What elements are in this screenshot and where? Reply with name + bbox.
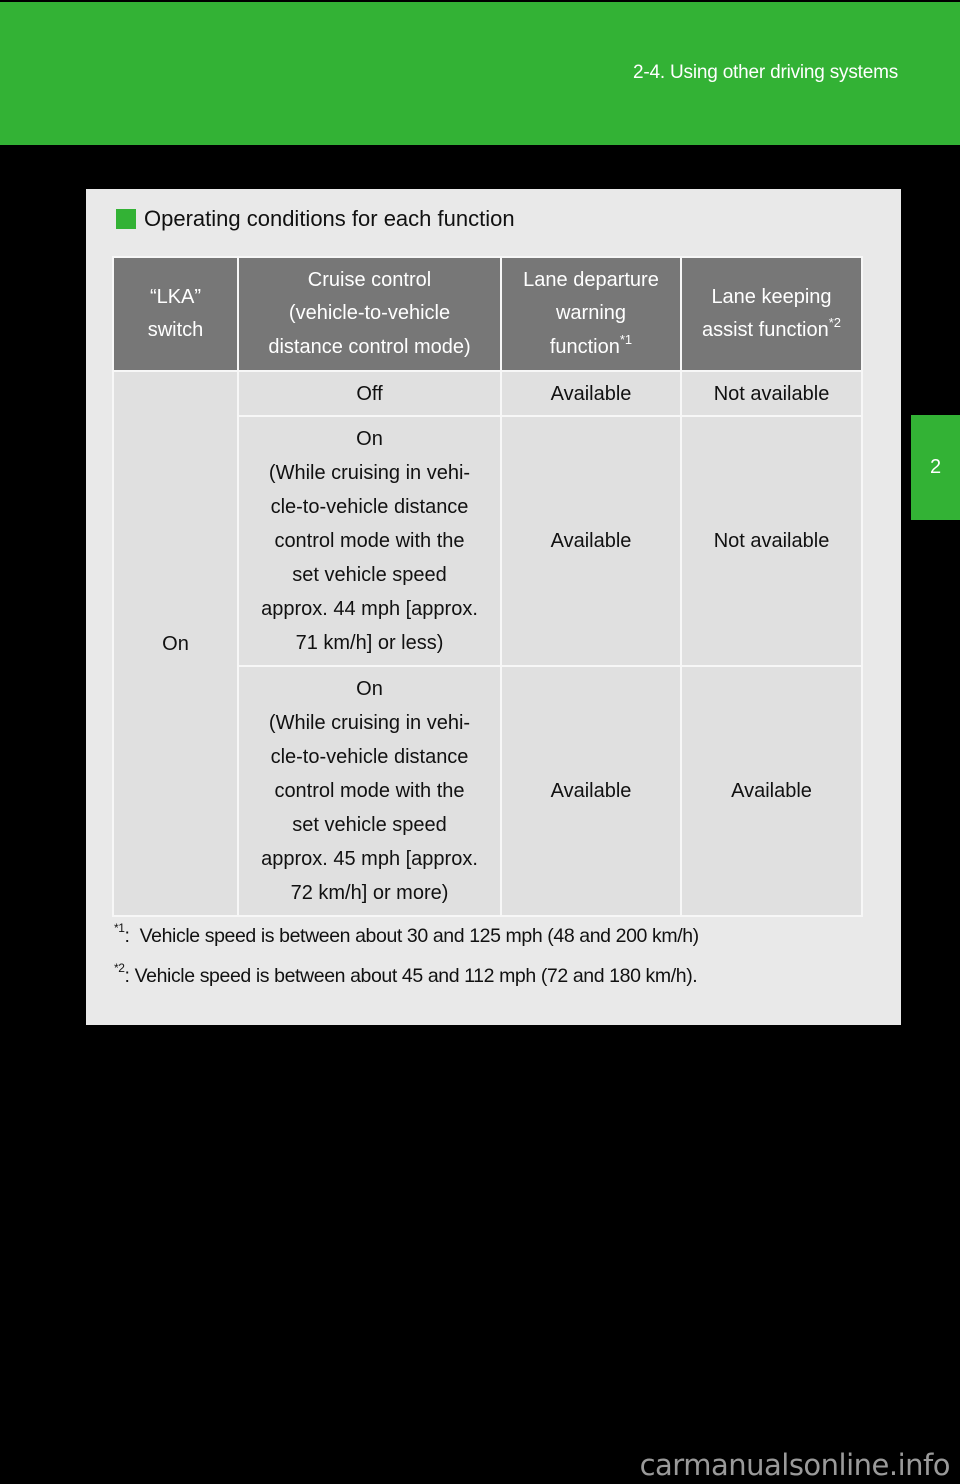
lane-keeping-cell: Not available: [681, 416, 862, 666]
watermark: carmanualsonline.info: [639, 1448, 950, 1482]
footnote-1: $^{*1}$: Vehicle speed is between about 30 and 125 mph (48 and 200 km/h): [114, 921, 699, 947]
chapter-number: 2: [929, 456, 942, 478]
lane-departure-cell: Available: [501, 371, 681, 416]
cruise-control-cell: On (While cruising in vehi- cle-to-vehicle distance control mode with the set vehicle speed approx. 44 mph [approx. 71 km/h] or less): [238, 416, 501, 666]
content-panel: [86, 189, 901, 1025]
footnote-2: $^{*2}$: Vehicle speed is between about 45 and 112 mph (72 and 180 km/h).: [114, 961, 698, 987]
footnote-ref-1: *1: [619, 331, 633, 347]
footnote-ref-2: *2: [828, 315, 842, 330]
operating-conditions-table: [112, 256, 863, 917]
green-square-bullet-icon: [116, 209, 136, 229]
table-header-row: [113, 257, 862, 371]
cruise-control-cell: On (While cruising in vehi- cle-to-vehicle distance control mode with the set vehicle speed approx. 45 mph [approx. 72 km/h] or more): [238, 666, 501, 916]
page-header: [0, 2, 960, 145]
table-row: [113, 371, 862, 416]
section-heading-text: Operating conditions for each function: [144, 206, 515, 231]
section-heading: [116, 206, 515, 232]
chapter-tab: [911, 415, 960, 520]
section-title: 2-4. Using other driving systems: [633, 62, 898, 83]
col-header-lane-keeping-assist: Lane keeping assist function$^{*2}$: [681, 257, 862, 371]
lane-keeping-cell: Available: [681, 666, 862, 916]
lane-keeping-cell: Not available: [681, 371, 862, 416]
cruise-control-cell: Off: [238, 371, 501, 416]
col-header-lka-switch: “LKA” switch: [113, 257, 238, 371]
col-header-cruise-control: Cruise control (vehicle-to-vehicle distance control mode): [238, 257, 501, 371]
col-header-lane-departure-warning: Lane departure warning function$^{*1}$: [501, 257, 681, 371]
lka-switch-cell: On: [113, 371, 238, 916]
lane-departure-cell: Available: [501, 416, 681, 666]
lane-departure-cell: Available: [501, 666, 681, 916]
